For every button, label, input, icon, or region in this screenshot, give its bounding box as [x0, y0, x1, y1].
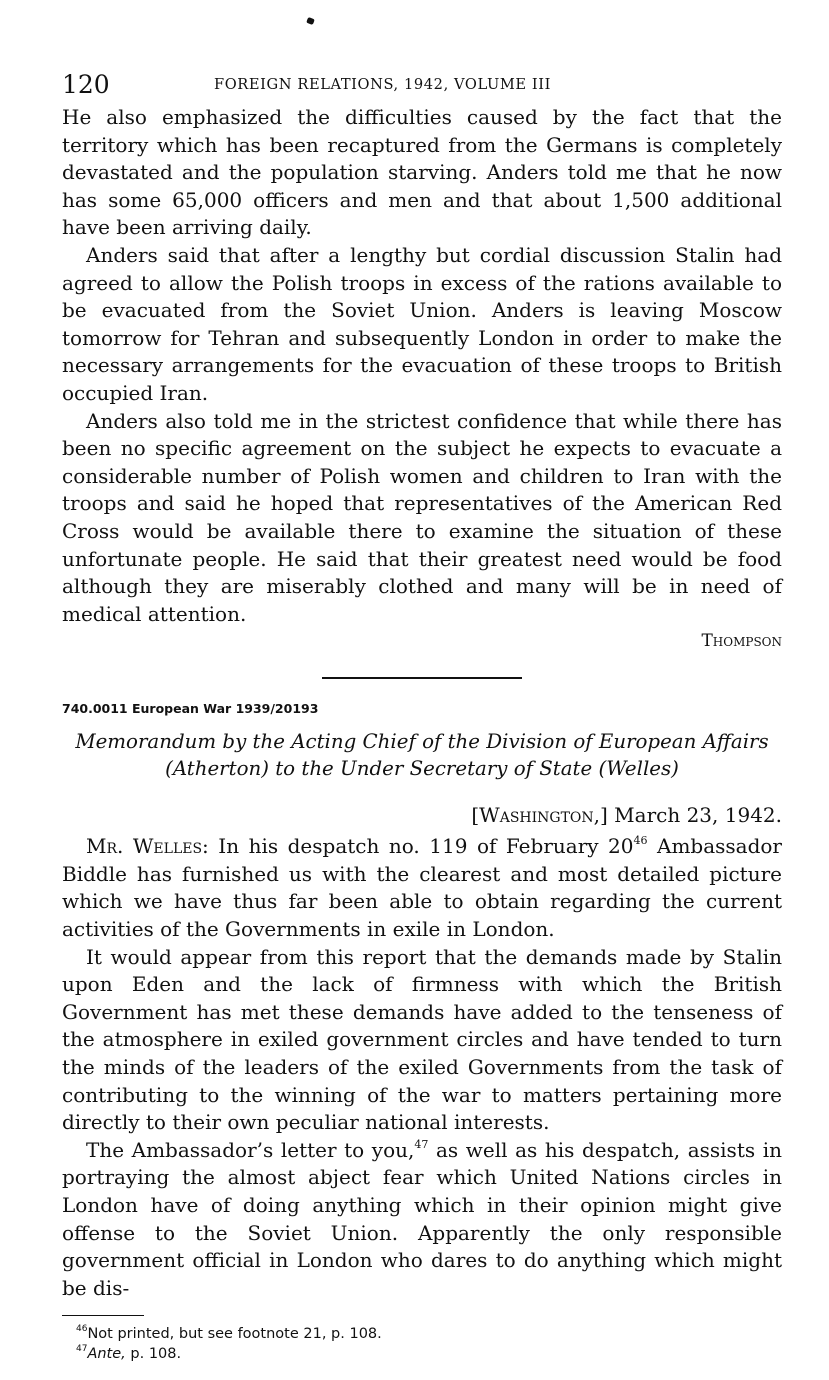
- section-divider: [322, 677, 522, 679]
- footnote-ref[interactable]: 47: [414, 1137, 429, 1151]
- page: [62, 64, 782, 1364]
- footnote: [62, 1324, 782, 1344]
- paragraph: He also emphasized the difficulties caused by the fact that the territory which has been recaptured from the Germans is completely devastated and the population starving. Anders told me that he now has some 65,000 officers and men and that about 1,500 additional have been arriving daily.: [62, 105, 782, 240]
- footnote-text: Not printed, but see footnote 21, p. 108.: [87, 1326, 382, 1343]
- footnote: [62, 1344, 782, 1364]
- footnote-number: 46: [76, 1324, 88, 1335]
- scan-speck: [306, 17, 315, 25]
- paragraph-text: as well as his despatch, assists in portraying the almost abject fear which United Nations circles in London have of doing anything which in their opinion might give offense to the Soviet Union. Apparently the only responsible government official in London who dares to do anything which might be dis-: [62, 1137, 782, 1300]
- paragraph: [62, 1137, 782, 1303]
- page-header: [62, 64, 782, 104]
- salutation: Mr. Welles:: [86, 834, 209, 859]
- footnote-text: p. 108.: [125, 1346, 182, 1363]
- footnote-divider: [62, 1315, 144, 1316]
- footnote-italic-text: Ante,: [87, 1346, 126, 1363]
- document-title-line: Memorandum by the Acting Chief of the Division of European Affairs: [75, 730, 769, 754]
- signature: Thompson: [701, 631, 782, 652]
- date: March 23, 1942.: [614, 803, 782, 828]
- paragraph: Anders said that after a lengthy but cordial discussion Stalin had agreed to allow the Polish troops in excess of the rations available to be evacuated from the Soviet Union. Anders is leaving Moscow tomorrow for Tehran and subsequently London in order to make the necessary arrangements for the evacuation of these troops to British occupied Iran.: [62, 242, 782, 405]
- dateline: [62, 802, 782, 829]
- footnote-ref[interactable]: 46: [633, 834, 648, 848]
- paragraph: Anders also told me in the strictest confidence that while there has been no specific agreement on the subject he expects to evacuate a considerable number of Polish women and children to Iran with the troops and said he hoped that representatives of the American Red Cross would be available there to examine the situation of these unfortunate people. He said that their greatest need would be food although they are miserably clothed and many will be in need of medical attention.: [62, 408, 782, 626]
- paragraph: [62, 833, 782, 943]
- file-number: 740.0011 European War 1939/20193: [62, 701, 319, 717]
- page-number: 120: [62, 70, 110, 99]
- footnote-number: 47: [76, 1344, 88, 1355]
- date-place: [Washington,]: [471, 803, 608, 828]
- paragraph: It would appear from this report that the demands made by Stalin upon Eden and the lack of firmness with which the British Government has met these demands have added to the tenseness of the atmosphere in exiled government circles and have tended to turn the minds of the leaders of the exiled Governments from the task of contributing to the winning of the war to matters pertaining more directly to their own peculiar national interests.: [62, 944, 782, 1135]
- running-title: FOREIGN RELATIONS, 1942, VOLUME III: [214, 76, 552, 93]
- paragraph-text: Ambassador Biddle has furnished us with the clearest and most detailed picture which we have thus far been able to obtain regarding the current activities of the Governments in exile in London.: [62, 834, 782, 942]
- paragraph-text: In his despatch no. 119 of February 20: [218, 834, 634, 859]
- paragraph-text: The Ambassador’s letter to you,: [86, 1137, 415, 1162]
- document-title-line: (Atherton) to the Under Secretary of State (Welles): [165, 757, 679, 781]
- document-title: [62, 728, 782, 782]
